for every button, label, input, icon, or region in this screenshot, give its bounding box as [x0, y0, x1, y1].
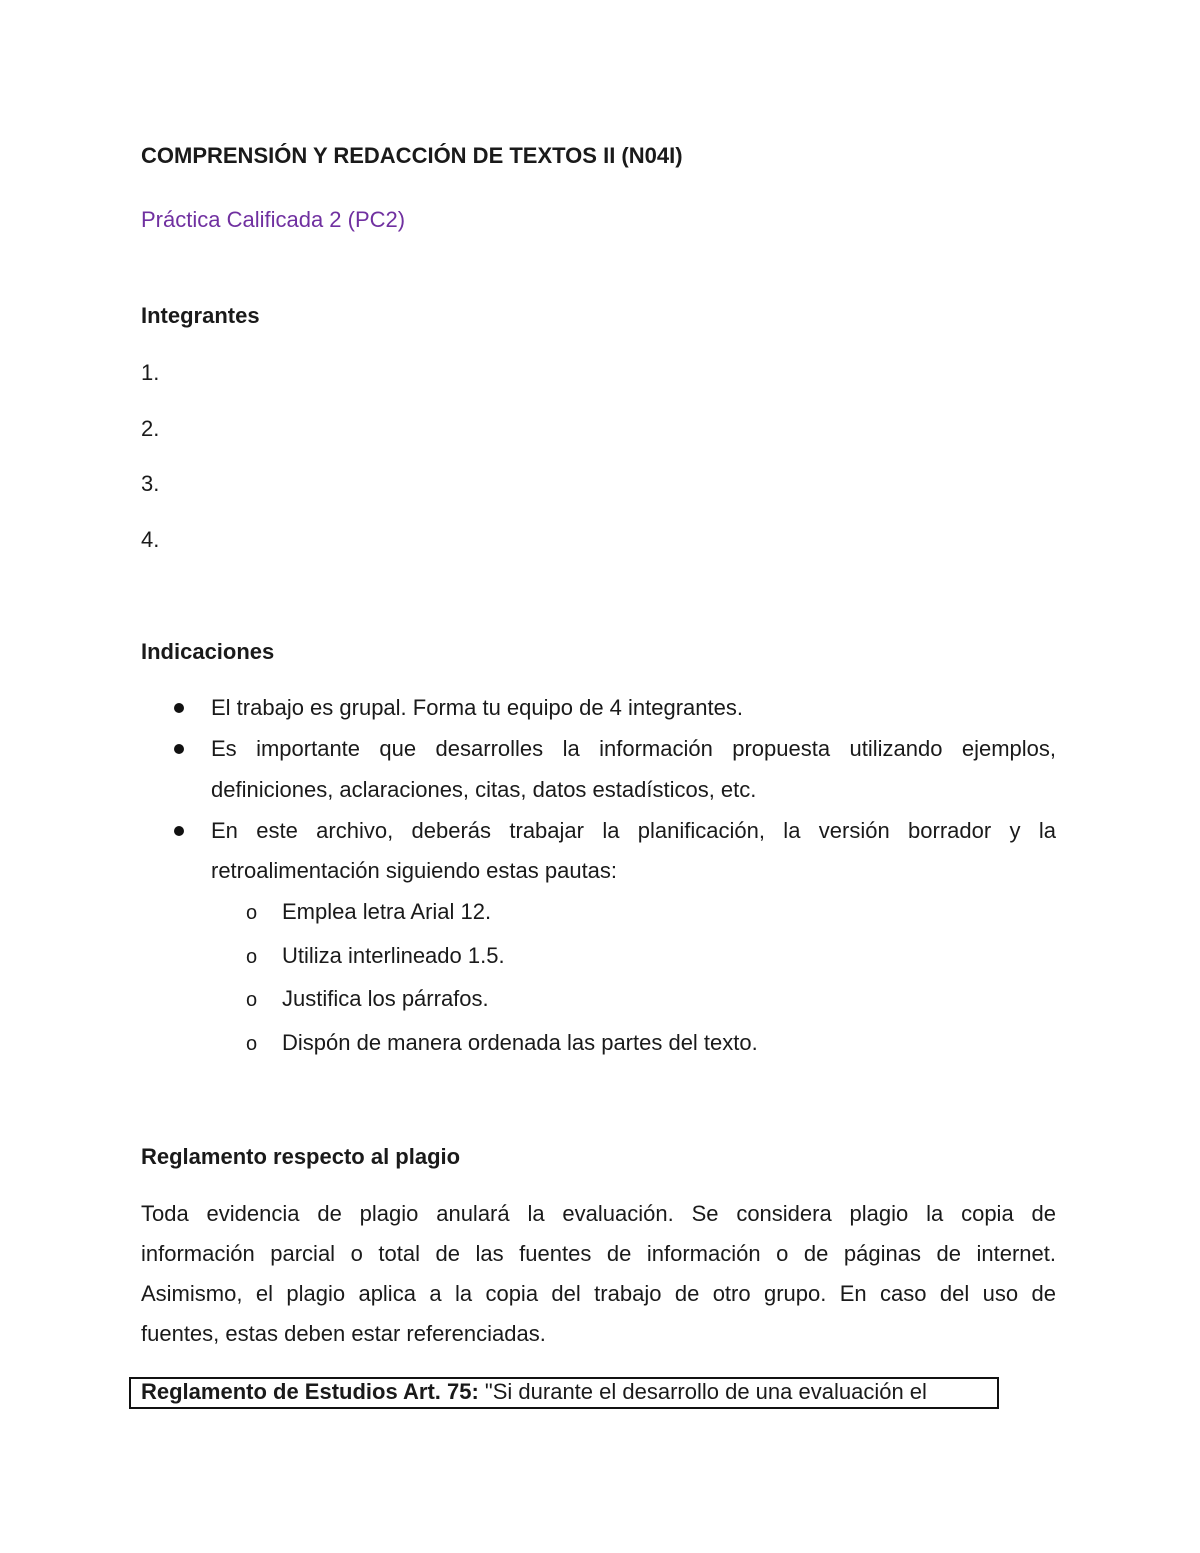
bullet-icon: [174, 826, 184, 836]
bullet-item-3-line-2: retroalimentación siguiendo estas pautas:: [211, 858, 618, 883]
sub-bullet-icon: o: [246, 902, 258, 924]
document-subtitle: Práctica Calificada 2 (PC2): [141, 207, 406, 232]
plagio-paragraph-line-2: información parcial o total de las fuentes de información o de páginas de internet.: [141, 1241, 1056, 1266]
integrante-number-2: 2.: [141, 416, 160, 441]
bullet-item-3-line-1: En este archivo, deberás trabajar la planificación, la versión borrador y la: [211, 818, 1056, 843]
reglamento-label: Reglamento de Estudios Art. 75:: [141, 1379, 479, 1404]
plagio-paragraph-line-3: Asimismo, el plagio aplica a la copia del trabajo de otro grupo. En caso del uso de: [141, 1281, 1056, 1306]
reglamento-line: [141, 1379, 927, 1405]
bullet-icon: [174, 703, 184, 713]
bullet-item-2-line-1: Es importante que desarrolles la información propuesta utilizando ejemplos,: [211, 736, 1056, 761]
sub-item-1: Emplea letra Arial 12.: [282, 899, 492, 924]
sub-item-2: Utiliza interlineado 1.5.: [282, 943, 505, 968]
integrantes-heading: Integrantes: [141, 303, 260, 328]
plagio-heading: Reglamento respecto al plagio: [141, 1144, 461, 1169]
sub-bullet-icon: o: [246, 946, 258, 968]
sub-bullet-icon: o: [246, 1033, 258, 1055]
indicaciones-heading: Indicaciones: [141, 639, 275, 664]
plagio-paragraph-line-1: Toda evidencia de plagio anulará la evaluación. Se considera plagio la copia de: [141, 1201, 1056, 1226]
plagio-paragraph-line-4: fuentes, estas deben estar referenciadas.: [141, 1321, 546, 1346]
integrante-number-4: 4.: [141, 527, 160, 552]
sub-item-4: Dispón de manera ordenada las partes del texto.: [282, 1030, 758, 1055]
bullet-item-1: El trabajo es grupal. Forma tu equipo de 4 integrantes.: [211, 695, 743, 720]
reglamento-text: "Si durante el desarrollo de una evaluación el: [478, 1379, 927, 1404]
integrante-number-3: 3.: [141, 471, 160, 496]
bullet-icon: [174, 744, 184, 754]
course-title: COMPRENSIÓN Y REDACCIÓN DE TEXTOS II (N04I): [141, 143, 683, 168]
sub-bullet-icon: o: [246, 989, 258, 1011]
sub-item-3: Justifica los párrafos.: [282, 986, 489, 1011]
bullet-item-2-line-2: definiciones, aclaraciones, citas, datos estadísticos, etc.: [211, 777, 757, 802]
integrante-number-1: 1.: [141, 360, 160, 385]
